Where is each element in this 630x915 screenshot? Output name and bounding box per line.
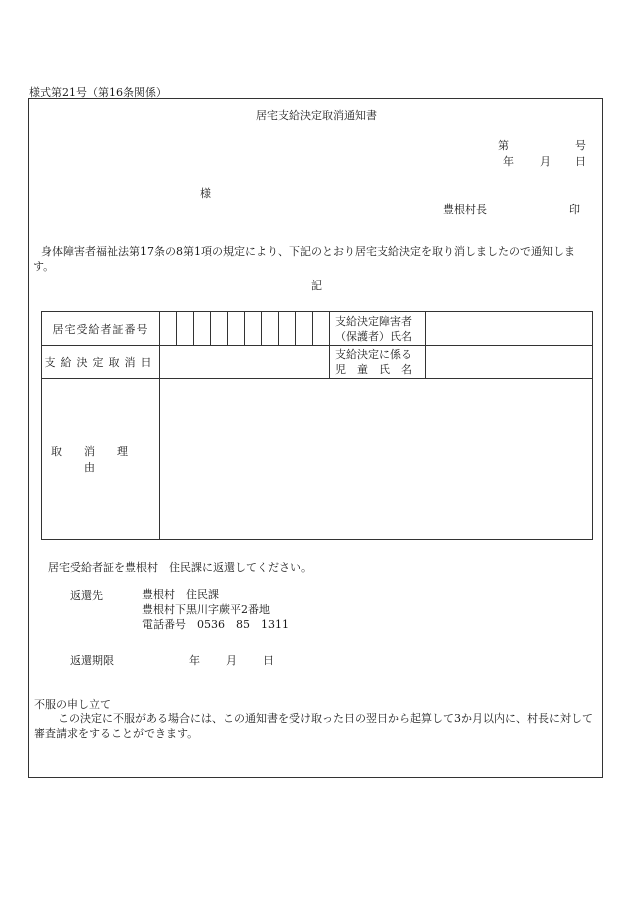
issue-date (503, 153, 586, 169)
issuer-name: 豊根村長 (443, 203, 487, 216)
digit-box (194, 312, 211, 345)
appeal-body: この決定に不服がある場合には、この通知書を受け取った日の翌日から起算して3か月以内に、村長に対して審査請求をすることができます。 (34, 712, 593, 740)
info-table (41, 311, 593, 540)
digit-box (313, 312, 330, 345)
digit-box (228, 312, 245, 345)
number-prefix: 第 (498, 139, 509, 152)
issuer-line (443, 201, 580, 217)
digit-box (211, 312, 228, 345)
child-name-field (426, 346, 593, 379)
document-number (498, 137, 586, 153)
return-instruction: 居宅受給者証を豊根村 住民課に返還してください。 (48, 561, 312, 574)
form-number: 様式第21号（第16条関係） (29, 86, 167, 99)
deadline-label: 返還期限 (70, 654, 114, 667)
return-address: 豊根村下黒川字蕨平2番地 (142, 603, 270, 616)
person-name-field (426, 312, 593, 346)
recipient-suffix: 様 (200, 187, 211, 200)
notice-frame (28, 98, 603, 778)
seal-mark: 印 (569, 203, 580, 216)
digit-box (296, 312, 313, 345)
return-to-label: 返還先 (70, 589, 103, 602)
return-phone: 電話番号 0536 85 1311 (142, 618, 289, 631)
digit-box (279, 312, 296, 345)
ki-mark: 記 (311, 279, 322, 292)
cancel-date-label: 支給決定取消日 (42, 346, 160, 379)
deadline-month: 月 (226, 654, 237, 667)
reason-label: 取消理由 (42, 379, 160, 540)
document-title: 居宅支給決定取消通知書 (256, 109, 377, 122)
month-label: 月 (540, 155, 551, 168)
reason-field (160, 379, 593, 540)
return-to-address (142, 587, 289, 632)
day-label: 日 (575, 155, 586, 168)
person-name-label: 支給決定障害者 （保護者）氏名 (330, 312, 426, 346)
notice-body: 身体障害者福祉法第17条の8第1項の規定により、下記のとおり居宅支給決定を取り消しましたので通知します。 (33, 245, 575, 273)
cert-number-label: 居宅受給者証番号 (42, 312, 160, 346)
digit-box (262, 312, 279, 345)
deadline-day: 日 (263, 654, 274, 667)
cancel-date-field (160, 346, 330, 379)
digit-box (245, 312, 262, 345)
number-suffix: 号 (575, 139, 586, 152)
child-name-label: 支給決定に係る 児 童 氏 名 (330, 346, 426, 379)
digit-box (160, 312, 177, 345)
year-label: 年 (503, 155, 514, 168)
deadline-year: 年 (189, 654, 200, 667)
deadline-date (189, 652, 274, 668)
cert-number-boxes (160, 312, 330, 346)
return-office: 豊根村 住民課 (142, 588, 219, 601)
digit-box (177, 312, 194, 345)
appeal-title: 不服の申し立て (34, 698, 111, 711)
